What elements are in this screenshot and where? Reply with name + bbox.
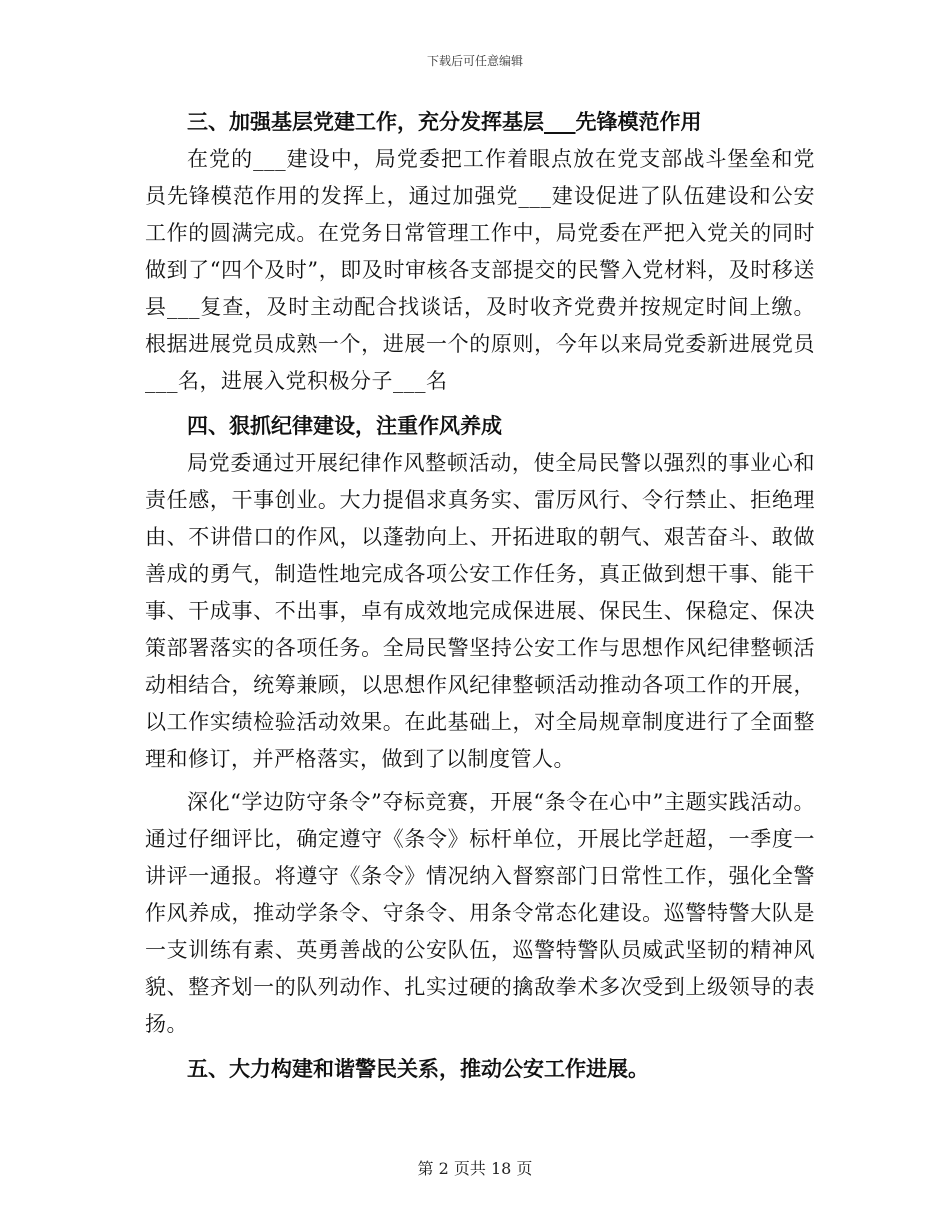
section-4-heading: 四、狠抓纪律建设，注重作风养成	[187, 414, 502, 438]
section-4-paragraph-1: 局党委通过开展纪律作风整顿活动，使全局民警以强烈的事业心和责任感，干事创业。大力提倡求真务实、雷厉风行、令行禁止、拒绝理由、不讲借口的作风，以蓬勃向上、开拓进取的朝气、艰苦奋斗、敢做善成的勇气，制造性地完成各项公安工作任务，真正做到想干事、能干事、干成事、不出事，卓有成效地完成保进展、保民生、保稳定、保决策部署落实的各项任务。全局民警坚持公安工作与思想作风纪律整顿活动相结合，统筹兼顾，以思想作风纪律整顿活动推动各项工作的开展，以工作实绩检验活动效果。在此基础上，对全局规章制度进行了全面整理和修订，并严格落实，做到了以制度管人。	[145, 451, 815, 771]
section-3-paragraph-1: 在党的___建设中，局党委把工作着眼点放在党支部战斗堡垒和党员先锋模范作用的发挥上，通过加强党___建设促进了队伍建设和公安工作的圆满完成。在党务日常管理工作中，局党委在严把入党关的同时做到了“四个及时”，即及时审核各支部提交的民警入党材料，及时移送县___复查，及时主动配合找谈话，及时收齐党费并按规定时间上缴。根据进展党员成熟一个，进展一个的原则，今年以来局党委新进展党员___名，进展入党积极分子___名	[145, 147, 815, 393]
section-3-heading: 三、加强基层党建工作，充分发挥基层___先锋模范作用	[187, 110, 702, 134]
page-number: 第 2 页共 18 页	[417, 1159, 533, 1178]
section-4-paragraph-2: 深化“学边防守条令”夺标竞赛，开展“条令在心中”主题实践活动。通过仔细评比，确定遵守《条令》标杆单位，开展比学赶超，一季度一讲评一通报。将遵守《条令》情况纳入督察部门日常性工作，强化全警作风养成，推动学条令、守条令、用条令常态化建设。巡警特警大队是一支训练有素、英勇善战的公安队伍，巡警特警队员威武坚韧的精神风貌、整齐划一的队列动作、扎实过硬的擒敌拳术多次受到上级领导的表扬。	[145, 790, 815, 1036]
section-5-heading: 五、大力构建和谐警民关系，推动公安工作进展。	[187, 1057, 649, 1081]
page-header: 下载后可任意编辑	[426, 54, 523, 68]
document-body	[145, 104, 815, 1088]
